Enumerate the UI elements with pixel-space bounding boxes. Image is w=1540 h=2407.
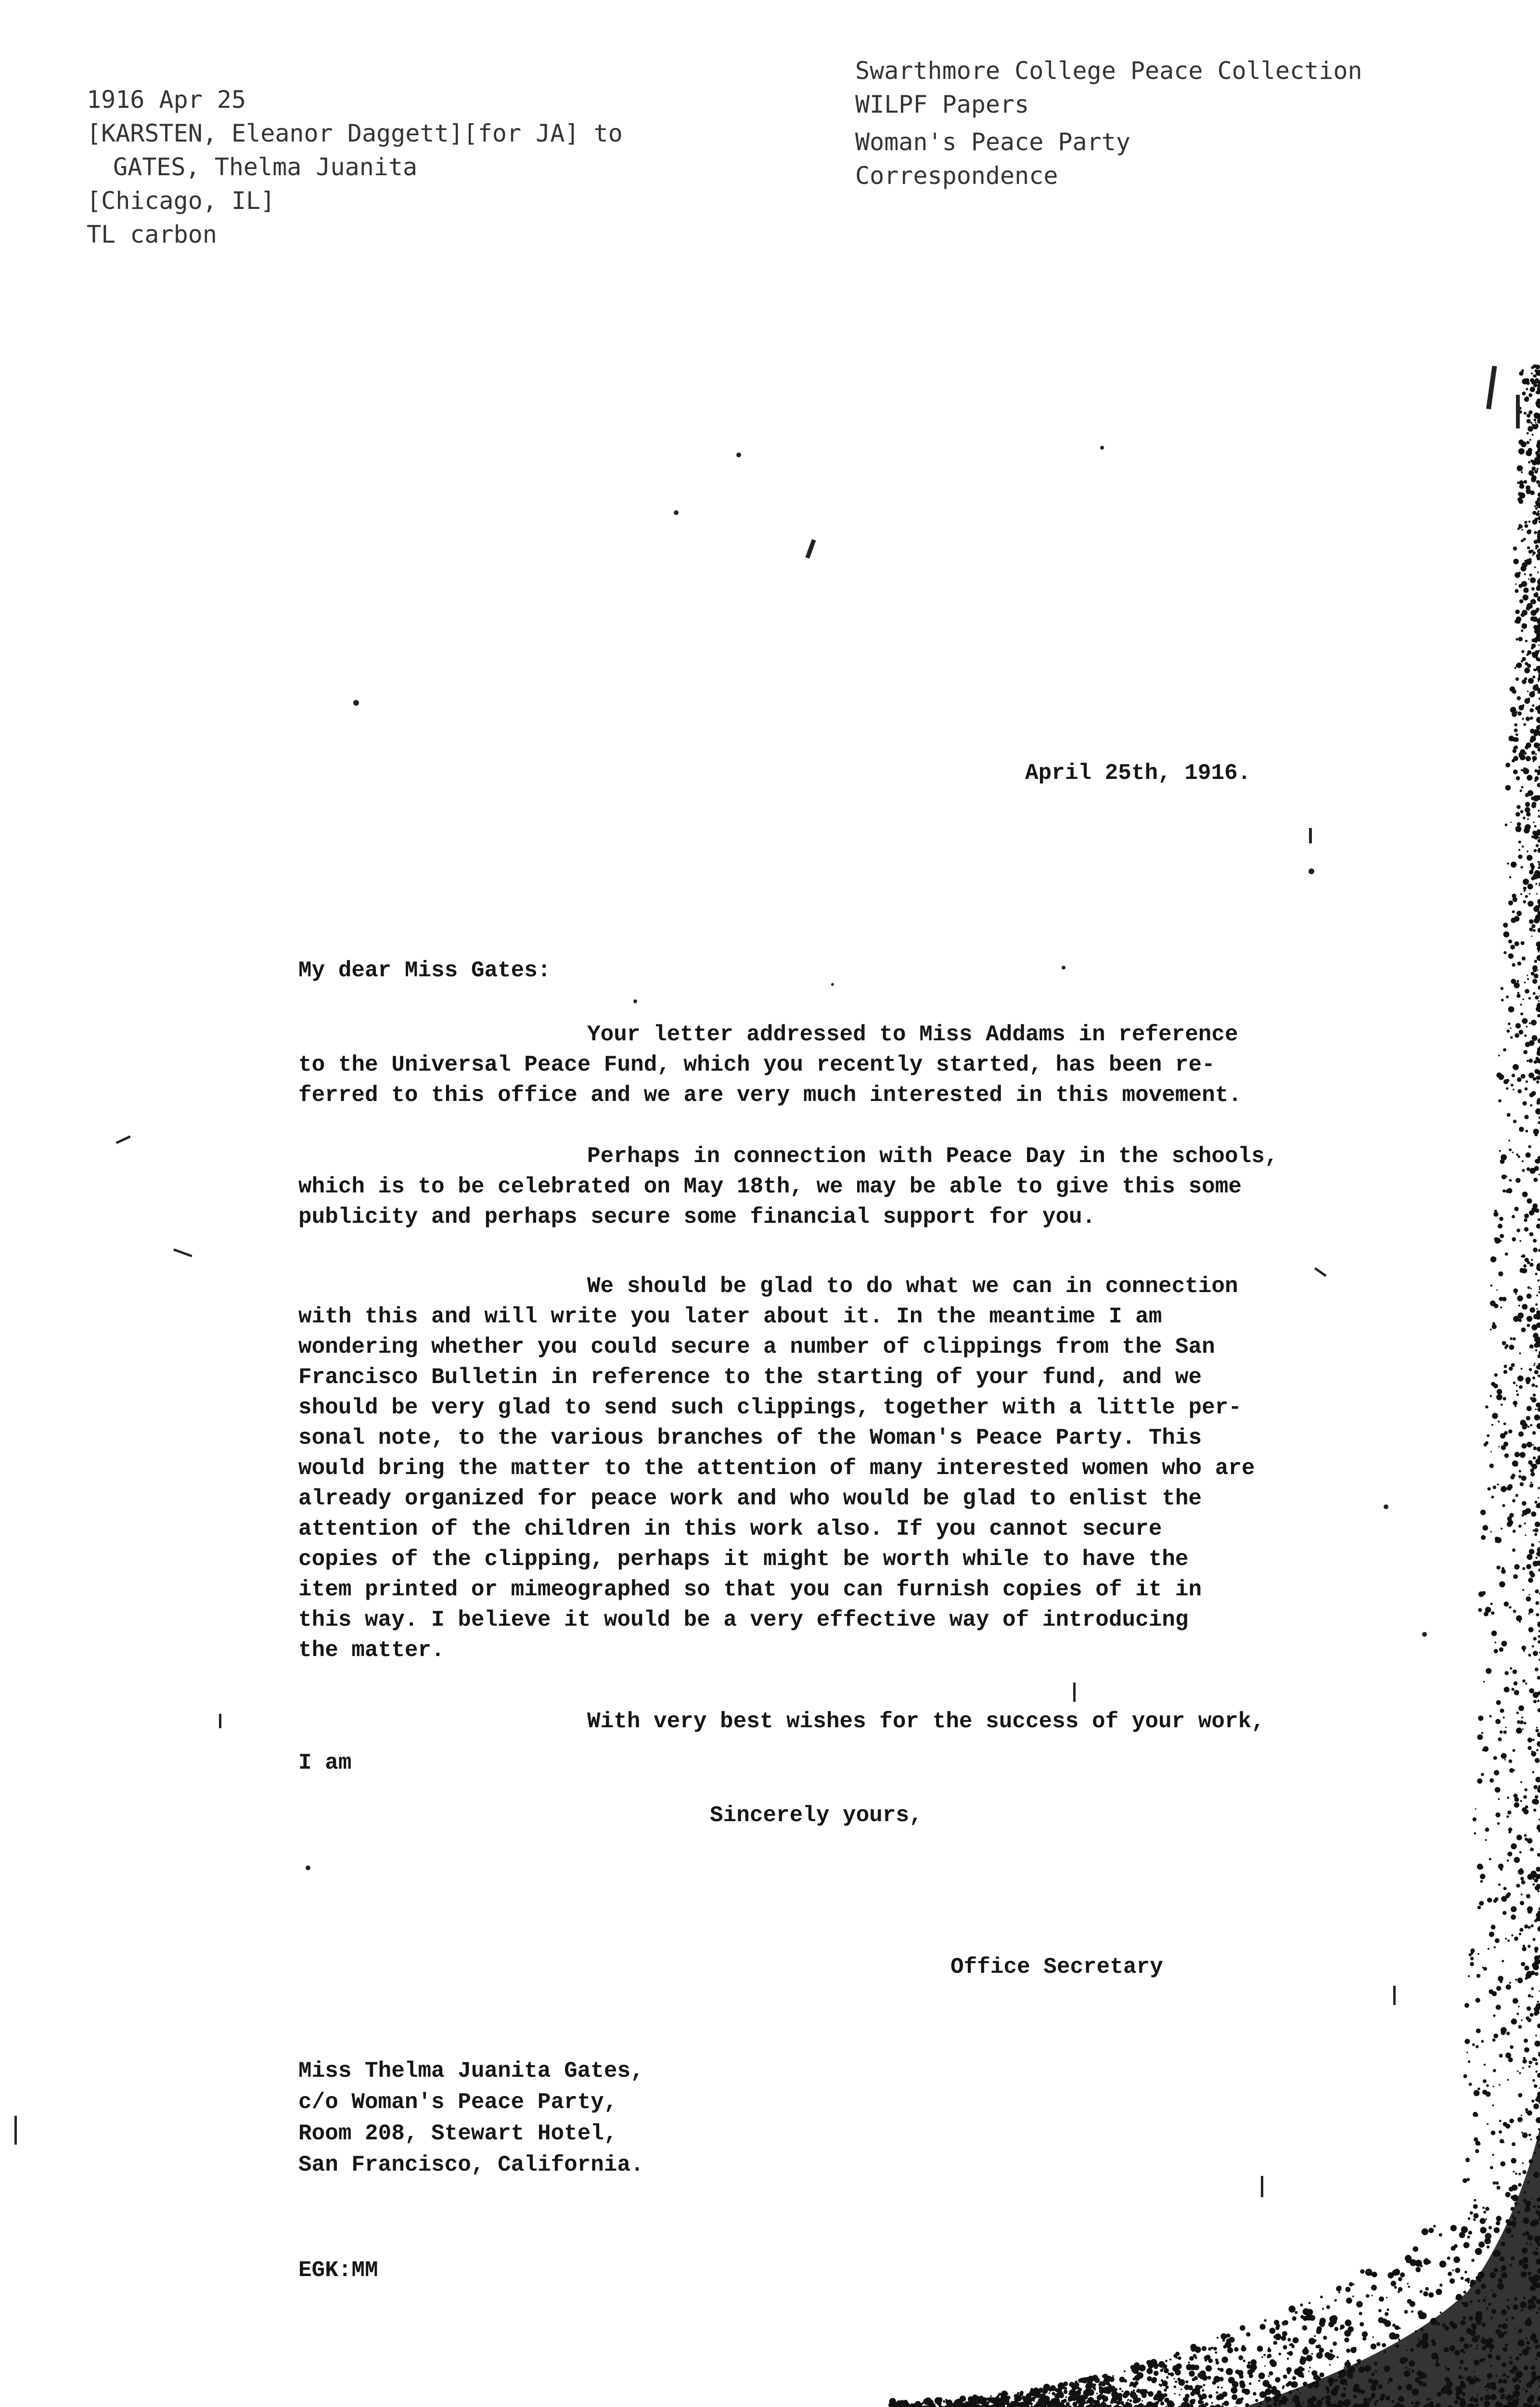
citation-document-type: TL carbon	[87, 220, 217, 248]
reference-initials: EGK:MM	[298, 2258, 378, 2283]
paragraph-line: ferred to this office and we are very much interested in this movement.	[298, 1083, 1242, 1108]
citation-date: 1916 Apr 25	[87, 86, 246, 114]
citation-recipient: GATES, Thelma Juanita	[113, 153, 418, 181]
paragraph-line: this way. I believe it would be a very effective way of introducing	[298, 1607, 1189, 1632]
collection-series: Woman's Peace Party	[855, 128, 1130, 156]
paragraph-line: publicity and perhaps secure some financial support for you.	[298, 1204, 1096, 1229]
recipient-address	[298, 2056, 644, 2181]
collection-label	[855, 54, 1481, 193]
paragraph-3	[298, 1271, 1391, 1666]
paragraph-line: copies of the clipping, perhaps it might be worth while to have the	[298, 1547, 1189, 1572]
paragraph-line: sonal note, to the various branches of the Woman's Peace Party. This	[298, 1425, 1202, 1450]
paragraph-line: Your letter addressed to Miss Addams in reference	[587, 1022, 1238, 1047]
letter-date: April 25th, 1916.	[1025, 761, 1251, 786]
paragraph-2	[298, 1141, 1391, 1232]
paragraph-line: already organized for peace work and who would be glad to enlist the	[298, 1486, 1202, 1511]
collection-name: Swarthmore College Peace Collection	[855, 57, 1362, 85]
archival-citation	[87, 83, 664, 251]
paragraph-line: would bring the matter to the attention of many interested women who are	[298, 1456, 1255, 1481]
paragraph-line: which is to be celebrated on May 18th, we may be able to give this some	[298, 1174, 1242, 1199]
paragraph-line: the matter.	[298, 1638, 445, 1663]
collection-papers: WILPF Papers	[855, 91, 1029, 118]
paragraph-line: attention of the children in this work also. If you cannot secure	[298, 1516, 1162, 1541]
complimentary-close: Sincerely yours,	[710, 1803, 923, 1828]
paragraph-line: with this and will write you later about it. In the meantime I am	[298, 1304, 1162, 1329]
paragraph-line: to the Universal Peace Fund, which you recently started, has been re-	[298, 1052, 1215, 1077]
signature-title: Office Secretary	[950, 1954, 1163, 1980]
collection-subseries: Correspondence	[855, 162, 1058, 190]
address-line: c/o Woman's Peace Party,	[298, 2090, 617, 2115]
paragraph-line: should be very glad to send such clippings, together with a little per-	[298, 1395, 1242, 1420]
paragraph-line: Perhaps in connection with Peace Day in the schools,	[587, 1144, 1278, 1169]
address-line: Room 208, Stewart Hotel,	[298, 2121, 617, 2146]
address-line: Miss Thelma Juanita Gates,	[298, 2058, 644, 2083]
paragraph-line: item printed or mimeographed so that you can furnish copies of it in	[298, 1577, 1202, 1602]
salutation: My dear Miss Gates:	[298, 958, 551, 983]
address-line: San Francisco, California.	[298, 2152, 644, 2177]
citation-author: [KARSTEN, Eleanor Daggett][for JA] to	[87, 119, 623, 147]
paragraph-1	[298, 1020, 1391, 1111]
paragraph-line: We should be glad to do what we can in connection	[587, 1274, 1238, 1299]
closing-wish: With very best wishes for the success of your work,	[587, 1709, 1265, 1734]
paragraph-line: wondering whether you could secure a number of clippings from the San	[298, 1334, 1215, 1359]
paragraph-line: Francisco Bulletin in reference to the starting of your fund, and we	[298, 1365, 1202, 1390]
closing-i-am: I am	[298, 1750, 352, 1775]
citation-place: [Chicago, IL]	[87, 187, 275, 215]
